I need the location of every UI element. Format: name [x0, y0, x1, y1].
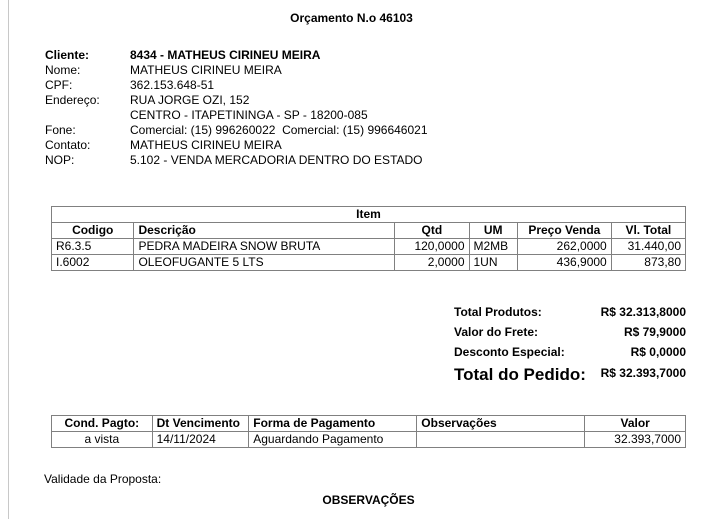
nop-value: 5.102 - VENDA MERCADORIA DENTRO DO ESTADO: [130, 153, 423, 167]
endereco-line1: RUA JORGE OZI, 152: [130, 93, 250, 107]
endereco-row: [45, 93, 428, 108]
desconto-especial-label: Desconto Especial:: [454, 345, 565, 359]
nome-value: MATHEUS CIRINEU MEIRA: [130, 63, 282, 77]
item-descricao: OLEOFUGANTE 5 LTS: [134, 255, 395, 271]
cpf-value: 362.153.648-51: [130, 78, 215, 92]
endereco-line2: CENTRO - ITAPETININGA - SP - 18200-085: [130, 108, 368, 122]
table-row: [52, 255, 686, 271]
fone-row: [45, 123, 428, 138]
totals-block: [454, 302, 686, 388]
item-qtd: 120,0000: [395, 239, 469, 255]
item-um: 1UN: [469, 255, 517, 271]
fone-label: Fone:: [45, 123, 76, 137]
item-vl-total: 873,80: [611, 255, 685, 271]
total-produtos-label: Total Produtos:: [454, 305, 542, 319]
total-pedido-value: R$ 32.393,7000: [600, 366, 686, 380]
payment-header-row: [52, 416, 686, 432]
item-preco-venda: 262,0000: [517, 239, 611, 255]
cliente-label: Cliente:: [45, 48, 90, 62]
col-header-descricao: Descrição: [134, 223, 395, 239]
total-pedido-row: [454, 362, 686, 388]
total-produtos-row: [454, 302, 686, 322]
observacoes-heading: OBSERVAÇÕES: [322, 493, 415, 507]
nome-row: [45, 63, 428, 78]
nop-label: NOP:: [45, 153, 75, 167]
valor-frete-label: Valor do Frete:: [454, 325, 539, 339]
col-header-preco-venda: Preço Venda: [517, 223, 611, 239]
item-vl-total: 31.440,00: [611, 239, 685, 255]
nome-label: Nome:: [45, 63, 81, 77]
payment-vencimento: 14/11/2024: [152, 432, 249, 448]
col-header-codigo: Codigo: [52, 223, 134, 239]
table-row: [52, 432, 686, 448]
items-header-row: [52, 223, 686, 239]
table-row: [52, 239, 686, 255]
payment-valor: 32.393,7000: [585, 432, 686, 448]
items-caption: Item: [52, 207, 686, 223]
item-codigo: I.6002: [52, 255, 134, 271]
item-codigo: R6.3.5: [52, 239, 134, 255]
contato-label: Contato:: [45, 138, 91, 152]
contato-row: [45, 138, 428, 153]
col-header-dt-vencimento: Dt Vencimento: [152, 416, 249, 432]
col-header-observacoes: Observações: [417, 416, 585, 432]
contato-value: MATHEUS CIRINEU MEIRA: [130, 138, 282, 152]
payment-table: [51, 415, 686, 448]
cliente-value: 8434 - MATHEUS CIRINEU MEIRA: [130, 48, 321, 62]
total-produtos-value: R$ 32.313,8000: [600, 305, 686, 319]
items-caption-row: [52, 207, 686, 223]
endereco-label: Endereço:: [45, 93, 100, 107]
payment-cond: a vista: [52, 432, 153, 448]
cpf-label: CPF:: [45, 78, 73, 92]
col-header-cond-pagto: Cond. Pagto:: [52, 416, 153, 432]
nop-row: [45, 153, 428, 168]
valor-frete-row: [454, 322, 686, 342]
client-info: [45, 48, 428, 168]
valor-frete-value: R$ 79,9000: [623, 325, 686, 339]
desconto-especial-value: R$ 0,0000: [630, 345, 686, 359]
item-qtd: 2,0000: [395, 255, 469, 271]
left-border: [8, 0, 9, 519]
col-header-valor: Valor: [585, 416, 686, 432]
payment-forma: Aguardando Pagamento: [249, 432, 417, 448]
cpf-row: [45, 78, 428, 93]
items-table: [51, 206, 686, 271]
item-descricao: PEDRA MADEIRA SNOW BRUTA: [134, 239, 395, 255]
col-header-vl-total: Vl. Total: [611, 223, 685, 239]
cliente-row: [45, 48, 428, 63]
fone-value: Comercial: (15) 996260022 Comercial: (15) 996646021: [130, 123, 428, 137]
item-um: M2MB: [469, 239, 517, 255]
validade-label: Validade da Proposta:: [44, 472, 162, 486]
item-preco-venda: 436,9000: [517, 255, 611, 271]
desconto-especial-row: [454, 342, 686, 362]
page-title: Orçamento N.o 46103: [290, 11, 413, 25]
col-header-forma-pagamento: Forma de Pagamento: [249, 416, 417, 432]
total-pedido-label: Total do Pedido:: [454, 365, 586, 384]
col-header-um: UM: [469, 223, 517, 239]
endereco-row-2: [45, 108, 428, 123]
payment-observacoes: [417, 432, 585, 448]
col-header-qtd: Qtd: [395, 223, 469, 239]
